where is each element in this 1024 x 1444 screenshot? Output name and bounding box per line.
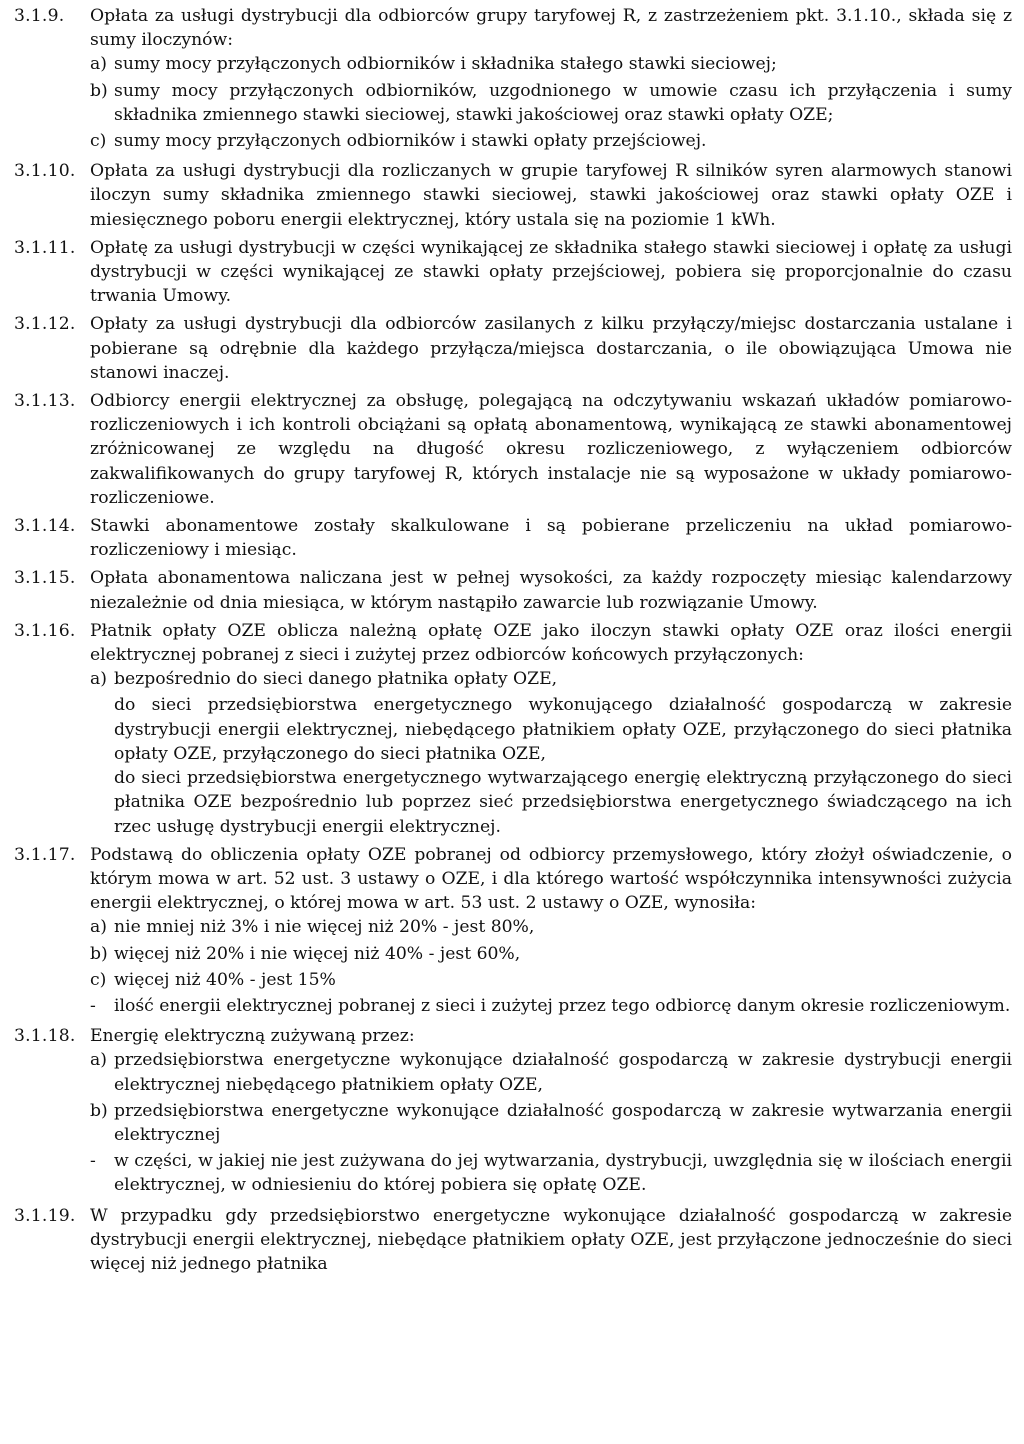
section-number: 3.1.12.	[14, 314, 76, 335]
section-body	[90, 619, 1012, 839]
section-text: Opłata abonamentowa naliczana jest w pełnej wysokości, za każdy rozpoczęty miesiąc kalendarzowy niezależnie od dnia miesiąca, w którym nastąpiło zawarcie lub rozwiązanie Umowy.	[90, 568, 1012, 613]
list-item	[90, 52, 1012, 76]
item-label: c)	[90, 969, 107, 990]
section-body	[90, 312, 1012, 385]
section-3-1-17	[14, 843, 1012, 1020]
item-label: a)	[90, 917, 107, 938]
item-text: ilość energii elektrycznej pobranej z sieci i zużytej przez tego odbiorcę danym okresie rozliczeniowym.	[114, 995, 1011, 1016]
section-number: 3.1.18.	[14, 1026, 76, 1047]
item-label: a)	[90, 669, 107, 690]
section-body	[90, 514, 1012, 562]
section-body	[90, 1024, 1012, 1199]
list-item	[90, 1099, 1012, 1147]
list-item	[90, 667, 1012, 691]
item-text: w części, w jakiej nie jest zużywana do jej wytwarzania, dystrybucji, uwzględnia się w ilościach energii elektrycznej, w odniesieniu do której pobiera się opłatę OZE.	[114, 1151, 1012, 1196]
item-text: bezpośrednio do sieci danego płatnika opłaty OZE,	[114, 669, 558, 690]
item-text: przedsiębiorstwa energetyczne wykonujące działalność gospodarczą w zakresie wytwarzania energii elektrycznej	[114, 1100, 1012, 1145]
section-3-1-12	[14, 312, 1012, 385]
item-text: przedsiębiorstwa energetyczne wykonujące działalność gospodarczą w zakresie dystrybucji energii elektrycznej niebędącego płatnikiem opłaty OZE,	[114, 1050, 1012, 1095]
sub-paragraph: do sieci przedsiębiorstwa energetycznego wytwarzającego energię elektryczną przyłączonego do sieci płatnika OZE bezpośrednio lub poprzez sieć przedsiębiorstwa energetycznego świadczącego na ich rzec usługę dystrybucji energii elektrycznej.	[114, 768, 1012, 837]
section-3-1-18	[14, 1024, 1012, 1199]
section-text: Stawki abonamentowe zostały skalkulowane i są pobierane przeliczeniu na układ pomiarowo-rozliczeniowy i miesiąc.	[90, 516, 1012, 561]
section-text: Płatnik opłaty OZE oblicza należną opłatę OZE jako iloczyn stawki opłaty OZE oraz ilości energii elektrycznej pobranej z sieci i zużytej przez odbiorców końcowych przyłączonych:	[90, 620, 1012, 666]
list-item	[90, 915, 1012, 939]
list-item	[90, 129, 1012, 153]
section-text: Opłatę za usługi dystrybucji w części wynikającej ze składnika stałego stawki sieciowej i opłatę za usługi dystrybucji w części wynikającej ze stawki opłaty przejściowej, pobiera się proporcjonalnie do czasu trwania Umowy.	[90, 237, 1012, 307]
section-number: 3.1.13.	[14, 391, 76, 412]
item-label: a)	[90, 1050, 107, 1071]
list-item	[90, 1048, 1012, 1096]
section-number: 3.1.14.	[14, 516, 76, 537]
item-text: sumy mocy przyłączonych odbiorników i składnika stałego stawki sieciowej;	[114, 54, 777, 75]
item-label: b)	[90, 943, 108, 964]
section-number: 3.1.15.	[14, 568, 76, 589]
list-item	[90, 942, 1012, 966]
section-3-1-9	[14, 4, 1012, 155]
section-3-1-15	[14, 566, 1012, 614]
item-label: -	[90, 995, 96, 1016]
section-3-1-11	[14, 236, 1012, 309]
item-label: -	[90, 1151, 96, 1172]
section-body	[90, 566, 1012, 614]
section-number: 3.1.11.	[14, 237, 76, 258]
section-3-1-10	[14, 159, 1012, 232]
section-body	[90, 389, 1012, 510]
section-body	[90, 159, 1012, 232]
section-text: Energię elektryczną zużywaną przez:	[90, 1026, 415, 1047]
section-text: Opłata za usługi dystrybucji dla odbiorców grupy taryfowej R, z zastrzeżeniem pkt. 3.1.10., składa się z sumy iloczynów:	[90, 6, 1012, 51]
list-item	[90, 79, 1012, 127]
section-number: 3.1.19.	[14, 1205, 76, 1226]
section-text: Opłaty za usługi dystrybucji dla odbiorców zasilanych z kilku przyłączy/miejsc dostarczania ustalane i pobierane są odrębnie dla każdego przyłącza/miejsca dostarczania, o ile obowiązująca Umowa nie stanowi inaczej.	[90, 314, 1012, 383]
section-number: 3.1.16.	[14, 620, 76, 641]
section-number: 3.1.10.	[14, 161, 76, 182]
item-text: sumy mocy przyłączonych odbiorników, uzgodnionego w umowie czasu ich przyłączenia i sumy składnika zmiennego stawki sieciowej, stawki jakościowej oraz stawki opłaty OZE;	[114, 80, 1012, 125]
section-text: Podstawą do obliczenia opłaty OZE pobranej od odbiorcy przemysłowego, który złożył oświadczenie, o którym mowa w art. 52 ust. 3 ustawy o OZE, i dla którego wartość współczynnika intensywności zużycia energii elektrycznej, o której mowa w art. 53 ust. 2 ustawy o OZE, wynosiła:	[90, 844, 1012, 914]
item-label: a)	[90, 54, 107, 75]
list-item	[90, 968, 1012, 992]
item-label: c)	[90, 131, 107, 152]
section-text: Odbiorcy energii elektrycznej za obsługę, polegającą na odczytywaniu wskazań układów pomiarowo-rozliczeniowych i ich kontroli obciążani są opłatą abonamentową, wynikającą ze stawki abonamentowej zróżnicowanej ze względu na długość okresu rozliczeniowego, z wyłączeniem odbiorców zakwalifikowanych do grupy taryfowej R, których instalacje nie są wyposażone w układy pomiarowo-rozliczeniowe.	[90, 391, 1012, 508]
item-text: więcej niż 20% i nie więcej niż 40% - jest 60%,	[114, 943, 521, 964]
item-text: nie mniej niż 3% i nie więcej niż 20% - jest 80%,	[114, 917, 535, 938]
item-text: sumy mocy przyłączonych odbiorników i stawki opłaty przejściowej.	[114, 131, 707, 152]
section-text: W przypadku gdy przedsiębiorstwo energetyczne wykonujące działalność gospodarczą w zakresie dystrybucji energii elektrycznej, niebędące płatnikiem opłaty OZE, jest przyłączone jednocześnie do sieci więcej niż jednego płatnika	[90, 1205, 1012, 1274]
section-text: Opłata za usługi dystrybucji dla rozliczanych w grupie taryfowej R silników syren alarmowych stanowi iloczyn sumy składnika zmiennego stawki sieciowej, stawki jakościowej oraz stawki opłaty OZE i miesięcznego poboru energii elektrycznej, który ustala się na poziomie 1 kWh.	[90, 161, 1012, 230]
section-body	[90, 843, 1012, 1020]
item-label: b)	[90, 1100, 108, 1121]
section-body	[90, 1204, 1012, 1277]
list-item	[90, 1149, 1012, 1197]
section-3-1-14	[14, 514, 1012, 562]
section-3-1-19	[14, 1204, 1012, 1277]
item-text: więcej niż 40% - jest 15%	[114, 969, 336, 990]
section-number: 3.1.9.	[14, 6, 65, 26]
section-number: 3.1.17.	[14, 844, 76, 865]
item-label: b)	[90, 80, 108, 101]
list-item	[90, 994, 1012, 1018]
section-3-1-16	[14, 619, 1012, 839]
sub-paragraph: do sieci przedsiębiorstwa energetycznego wykonującego działalność gospodarczą w zakresie dystrybucji energii elektrycznej, niebędącego płatnikiem opłaty OZE, przyłączonego do sieci płatnika opłaty OZE, przyłączonego do sieci płatnika OZE,	[114, 695, 1012, 764]
section-3-1-13	[14, 389, 1012, 510]
section-body	[90, 236, 1012, 309]
section-body	[90, 4, 1012, 155]
